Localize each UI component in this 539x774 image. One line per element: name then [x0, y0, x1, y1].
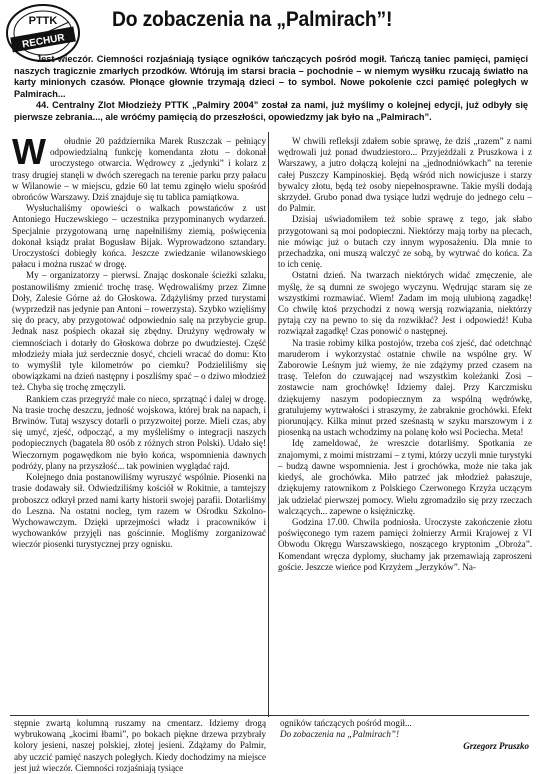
right-paragraph-5: Idę zameldować, że wreszcie dotarliśmy. Spotkania ze znajomymi, z moimi mistrzami – z tymi, którzy uczyli mnie turystyki – budzą dawne wspomnienia. Jest i grochówka, może nie taka jak kiedyś, ale grochówka. Miło patrzeć jak młodzież pałaszuje, dziękujemy ratownikom z Polskiego Czerwonego Krzyża uczącym jak udzielać pierwszej pomocy. Wielu zgromadziło się przy rzeczach walczących... zapewne o księżniczkę.	[278, 438, 532, 516]
right-paragraph-4: Na trasie robimy kilka postojów, trzeba coś zjeść, dać odetchnąć maruderom i wykorzystać ostatnie chwile na wspólne gry. W Zaborowie Leśnym już wiemy, że nie zdążymy przed czasem na trasę. Telefon do czuwającej nad wszystkim koleżanki Zosi – zostawcie nam grochówkę! Idziemy dalej. Przy Karczmisku dziękujemy naszym podopiecznym za wspólną wędrówkę, gratulujemy wytrwałości i straszymy, że zabraknie grochówki. Efekt piorunujący. Kilka minut przed sześnastą w szyku marszowym i z piosenką na ustach wchodzimy na polanę koło wsi Pociecha. Meta!	[278, 337, 532, 438]
left-paragraph-2: Wysłuchaliśmy opowieści o walkach powstańców z ust Antoniego Huczewskiego – uczestnika przypominanych wydarzeń. Specjalnie przygotowaną urnę napełniliśmy ziemią, poświęcenia dokonał ksiądz prałat Bogusław Bijak. Wyprowadzono sztandary. Uroczystości dobiegły końca. Jeszcze zwiedzanie wilanowskiego pałacu i można ruszać w drogę.	[12, 203, 266, 270]
left-paragraph-4: Rankiem czas przegryźć małe co nieco, sprzątnąć i dalej w drogę. Na trasie trochę deszczu, jedność wojskowa, której brak na napach, i Brwinów. Tutaj wszyscy dotarli o przyzwoitej porze. Mieli czas, aby się umyć, zjeść, odpocząć, a my myśleliśmy o integracji naszych podopiecznych (bagatela 80 osób z różnych stron Polski). Udało się! Wieczornym pogawędkom nie było końca, wspomnienia dawnych podróży, plany na przyszłość... tak powinien wyglądać rajd.	[12, 393, 266, 471]
bottom-rule	[10, 715, 529, 716]
article-title: Do zobaczenia na „Palmirach”!	[112, 8, 393, 31]
closing-italic: Do zobaczenia na „Palmirach”!	[280, 729, 399, 740]
left-paragraph-1	[12, 131, 266, 203]
left-column	[12, 131, 266, 551]
right-paragraph-3: Ostatni dzień. Na twarzach niektórych widać zmęczenie, ale myślę, że są dumni ze swojego wyczynu. Wędrując staram się ze wszystkimi rozmawiać. Wiem! Zadam im moją ulubioną zagadkę! Co chwilę ktoś przychodzi z nową wersją rozwiązania, niektórzy pytają czy na pewno to się da rozwikłać? Jest i odpowiedź! Kuba rozwiązał zagadkę! Czas ponowić o następnej.	[278, 270, 532, 337]
column-divider	[268, 132, 269, 717]
closing-line: ogników tańczących pośród mogił...	[280, 718, 412, 728]
svg-text:PTTK: PTTK	[28, 15, 58, 27]
paragraph-text: ołudnie 20 października Marek Ruszczak – pełniący odpowiedzialną funkcję komendanta złotu – dokonał uroczystego otwarcia. Wędrowcy z „jedynki” i kolarz z trasy drugiej stanęli w dwóch szeregach na terenie parku przy pałacu w Wilanowie – w miejscu, gdzie 60 lat temu zginęło wielu spośród obrońców Warszawy. Dziś znajduje się tu tablica pamiątkowa.	[12, 136, 266, 203]
author-signature: Grzegorz Pruszko	[463, 741, 529, 751]
right-column	[278, 136, 532, 573]
right-paragraph-1: W chwili refleksji zdałem sobie sprawę, że dziś „razem” z nami wędrowali już ponad dwudziestoro... Przyjeżdżali z Pruszkowa i z Warszawy, a jutro dołączą kolejni na „jednodniówkach” na terenie całej Puszczy Kampinoskiej. Będą wśród nich nowicjusze i starzy bywalcy złotu, będą też osoby niepełnosprawne. Takie myśli dodają skrzydeł. Grubo ponad dwa tysiące ludzi wędruje do jednego celu – do Palmir.	[278, 136, 532, 214]
article-lead	[14, 54, 528, 124]
left-paragraph-5: Kolejnego dnia postanowiliśmy wyruszyć wspólnie. Piosenki na trasie dodawały sił. Odwiedziliśmy kościół w Rokitnie, a tamtejszy proboszcz odkrył przed nami karty historii swojej parafii. Dotarliśmy do Leszna. Na ostatni nocleg, tym razem w Ośrodku Szkolno-Wychowawczym. Dzięki uprzejmości władz i pracowników i wychowanków przyjęli nas gościnnie. Mogliśmy zorganizować wieczór piosenki turystycznej przy ognisku.	[12, 472, 266, 550]
lead-paragraph: 44. Centralny Zlot Młodzieży PTTK „Palmiry 2004” został za nami, już myślimy o kolejnej edycji, już odbyły się pierwsze zebrania..., ale wróćmy pamięcią do przeszłości, opowiedzmy jak było na „Palmirach”.	[14, 100, 528, 122]
bottom-right-text	[280, 718, 530, 740]
bottom-left-text: stępnie zwartą kolumną ruszamy na cmentarz. Idziemy drogą wybrukowaną „kocimi łbami”, po bokach piękne drzewa przybrały kolory jesieni, naszej polskiej, złotej jesieni. Zdążamy do Palmir, aby uczcić pamięć naszych poległych. Kiedy dochodzimy na miejsce jest już wieczór. Ciemności rozjaśniają tysiące	[14, 718, 266, 773]
right-paragraph-2: Dzisiaj uświadomiłem też sobie sprawę z tego, jak słabo przygotowani są moi podopieczni. Niektórzy mają torby na plecach, nie mówiąc już o butach czy innym wyposażeniu. Dla mnie to przechadzka, oni muszą walczyć ze sobą, by wytrwać do końca. Za to ich cenię.	[278, 214, 532, 270]
drop-cap: W	[12, 131, 46, 172]
right-paragraph-6: Godzina 17.00. Chwila podniosła. Uroczyste zakończenie złotu poświęconego tym razem pamięci żołnierzy Armii Krajowej z VI Obwodu Okręgu Warszawskiego, noszącego kryptonim „Obroża”. Komendant wręcza dyplomy, słuchamy jak przemawiają zaproszeni goście. Jeszcze wieńce pod Krzyżem „Jerzyków”. Na-	[278, 516, 532, 572]
lead-paragraph: Jest wieczór. Ciemności rozjaśniają tysiące ogników tańczących pośród mogił. Tańczą taniec pamięci, pamięci naszych tragicznie zmarłych przodków. Wtórują im starsi bracia – pochodnie – w niemym wysiłku rzucają światło na karty minionych czasów. Płonące głownie trzymają dzieci – to symbol. Nowe pokolenie czci pamięć poległych w Palmirach...	[14, 54, 528, 99]
svg-text:RECHUR: RECHUR	[21, 32, 66, 51]
left-paragraph-3: My – organizatorzy – pierwsi. Znając doskonale ścieżki szlaku, postanowiliśmy zmienić trochę trasę. Wędrowaliśmy przez Zimne Doły, Zalesie Górne aż do Głoskowa. Zdążyliśmy przed turystami (wyprzedził nas jedynie pan Antoni – rowerzysta). Szybko wzięliśmy się do pracy, aby przygotować odpowiednio salę na przybycie grup. Jednak nasz pośpiech okazał się zbędny. Drużyny wędrowały w ciemnościach i dotarły do Głoskowa dobrze po dwudziestej. Część młodzieży miała już serdecznie dosyć, chcieli wracać do domu: Kto to wymyślił tyle kilometrów po ciemku? Podzieliliśmy się obowiązkami na dzień następny i poszliśmy spać – o dziwo młodzież też. Chyba się trochę zmęczyli.	[12, 270, 266, 393]
